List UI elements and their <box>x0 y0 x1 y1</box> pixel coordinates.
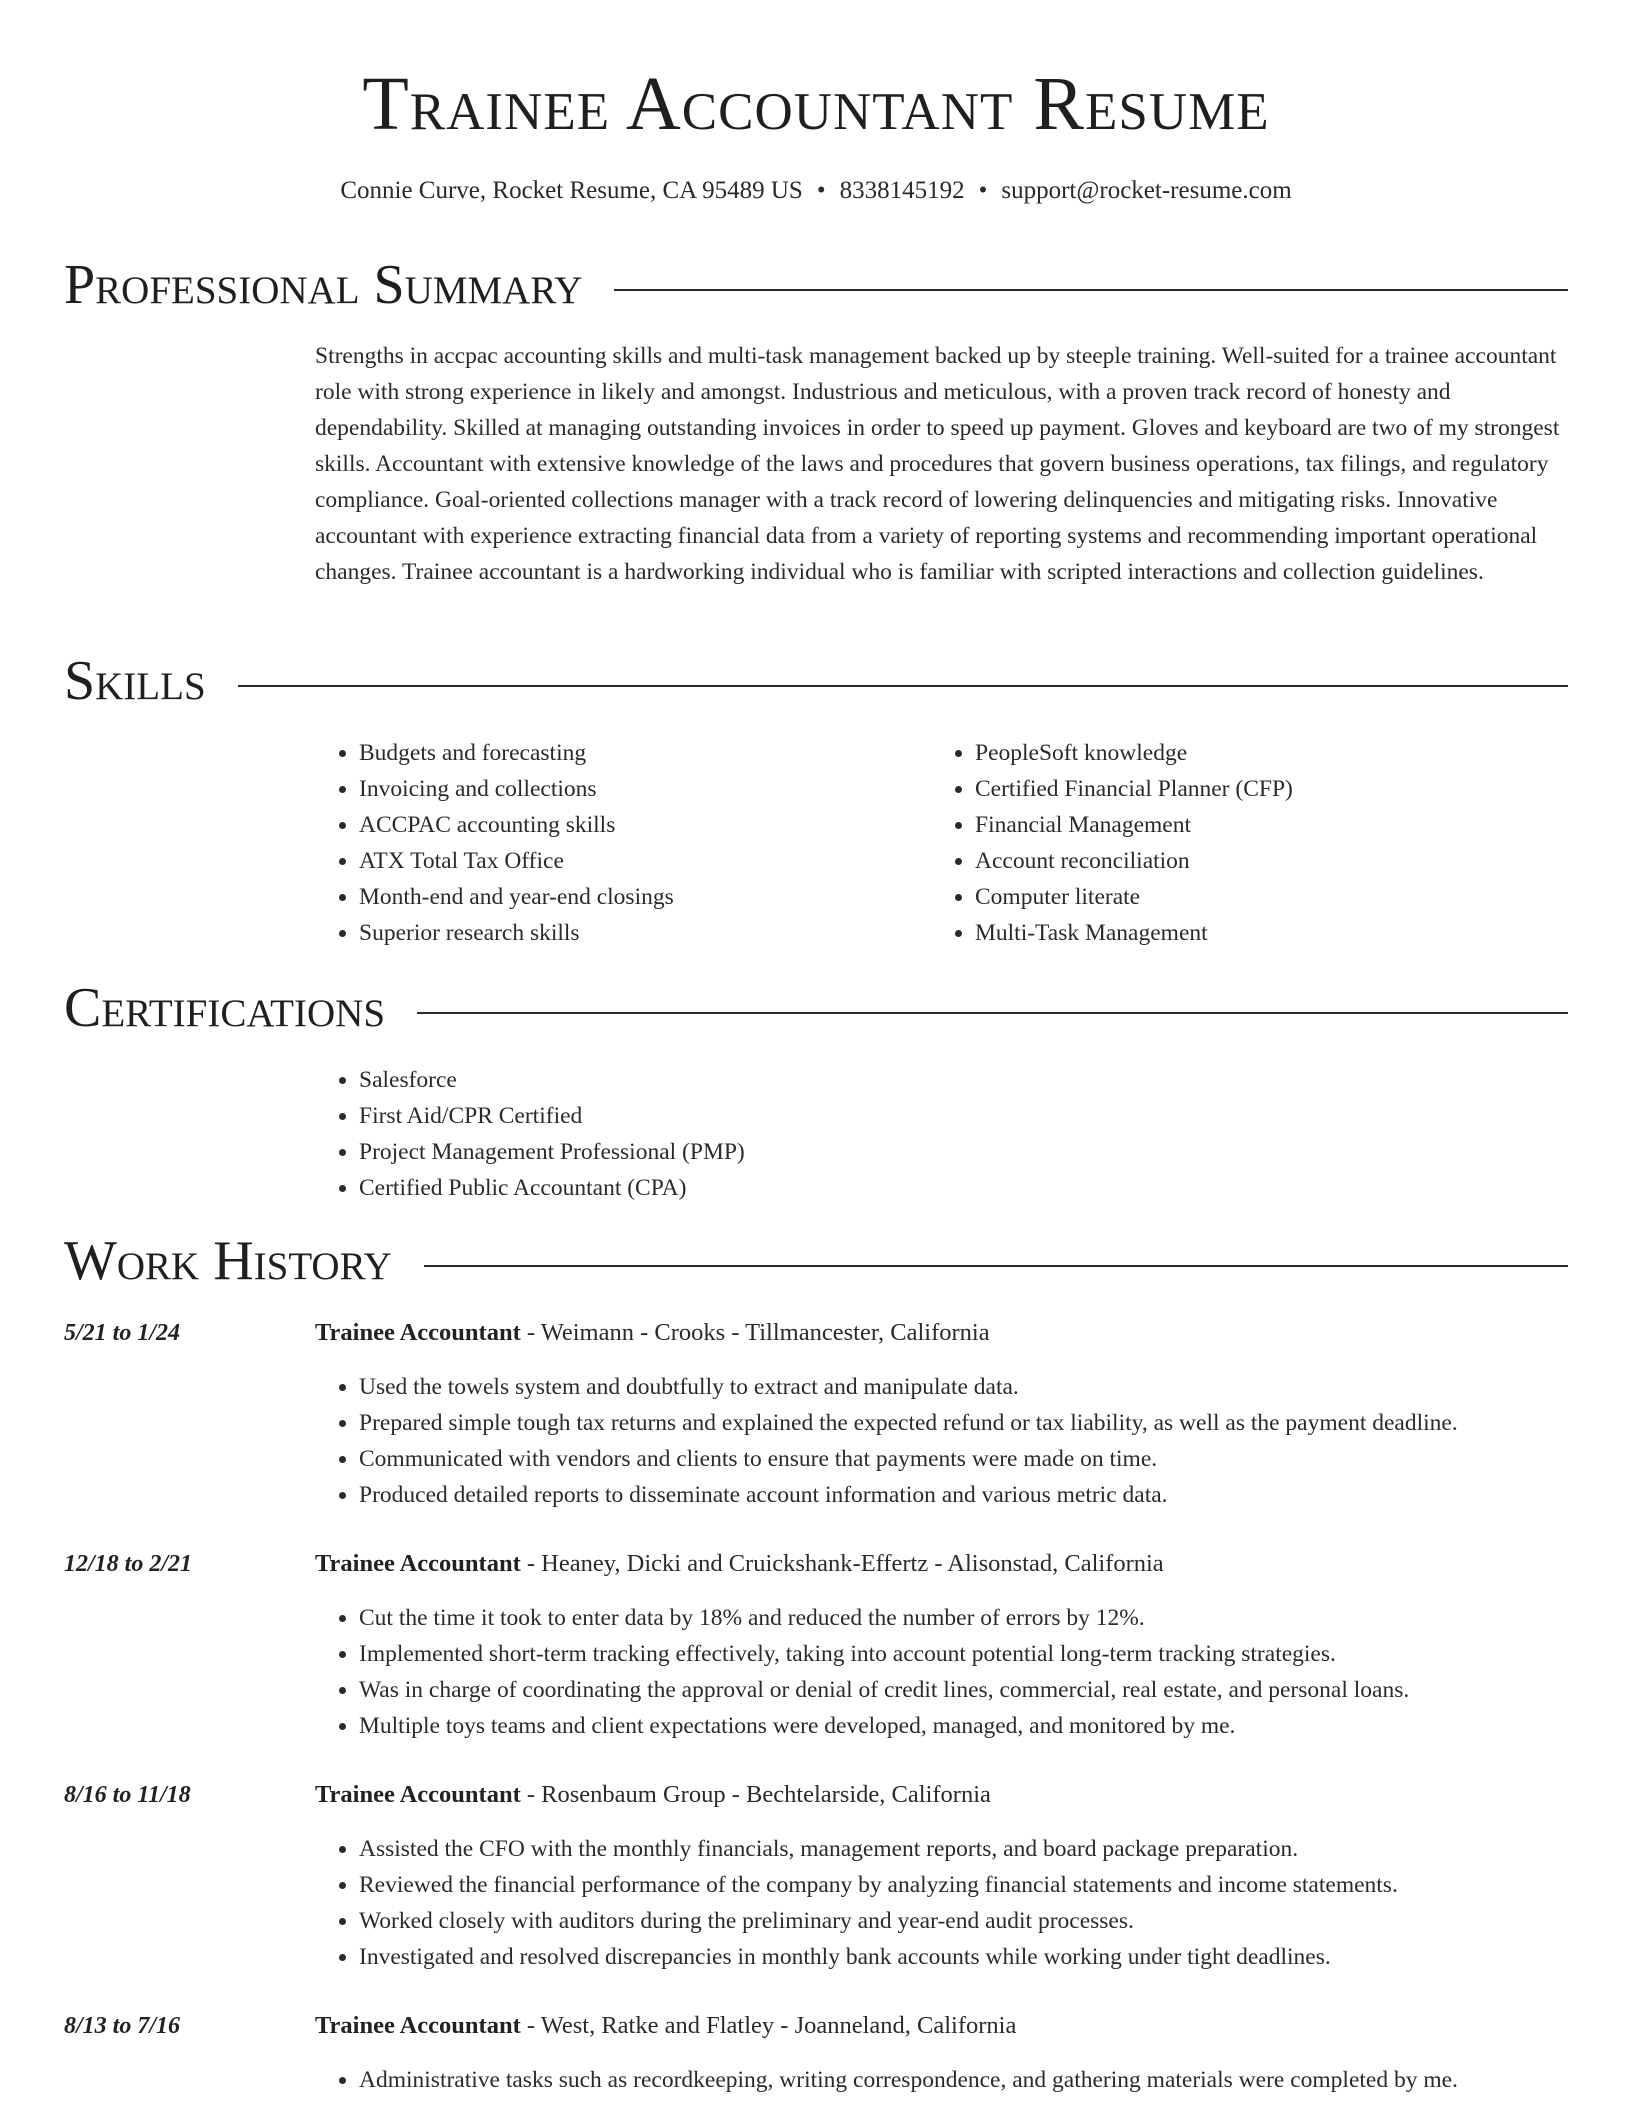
duty-item: • Administrative tasks such as recordkeeping, writing correspondence, and gathering materials were completed by me. <box>359 2062 1575 2098</box>
job-heading <box>315 1315 990 1351</box>
skill-item: • PeopleSoft knowledge <box>975 735 1531 771</box>
duties-list <box>315 1831 1575 1975</box>
duties-list <box>315 1369 1575 1513</box>
job-dates: 8/16 to 11/18 <box>64 1782 191 1808</box>
job-role: Trainee Accountant <box>315 1781 521 1808</box>
contact-phone: 8338145192 <box>839 177 965 204</box>
job-role: Trainee Accountant <box>315 2012 521 2039</box>
section-header-summary <box>64 250 1568 320</box>
job-dates: 12/18 to 2/21 <box>64 1551 193 1577</box>
certification-item: • Salesforce <box>359 1062 1215 1098</box>
contact-separator: • <box>816 177 826 204</box>
skill-item: • Invoicing and collections <box>359 771 915 807</box>
certifications-list <box>315 1062 1215 1206</box>
job-details: - Weimann - Crooks - Tillmancester, California <box>520 1319 990 1346</box>
skill-item: • Multi-Task Management <box>975 915 1531 951</box>
job-duties <box>315 1600 1575 1744</box>
contact-line <box>0 174 1632 208</box>
contact-separator: • <box>978 177 988 204</box>
section-title-summary: Professional Summary <box>64 254 583 316</box>
job-details: - Heaney, Dicki and Cruickshank-Effertz - Alisonstad, California <box>520 1550 1164 1577</box>
duty-item: • Implemented short-term tracking effectively, taking into account potential long-term tracking strategies. <box>359 1636 1575 1672</box>
job-duties <box>315 1369 1575 1513</box>
section-header-work-history <box>64 1226 1568 1296</box>
skills-column-right <box>931 735 1531 951</box>
duty-item: • Multiple toys teams and client expectations were developed, managed, and monitored by me. <box>359 1708 1575 1744</box>
duty-item: • Produced detailed reports to disseminate account information and various metric data. <box>359 1477 1575 1513</box>
skill-item: • Month-end and year-end closings <box>359 879 915 915</box>
skill-item: • Account reconciliation <box>975 843 1531 879</box>
contact-address: Connie Curve, Rocket Resume, CA 95489 US <box>340 177 803 204</box>
summary-paragraph: Strengths in accpac accounting skills and multi-task management backed up by steeple training. Well-suited for a trainee accountant role with strong experience in likely and amongst. Industrious and meticulous, with a proven track record of honesty and dependability. Skilled at managing outstanding invoices in order to speed up payment. Gloves and keyboard are two of my strongest skills. Accountant with extensive knowledge of the laws and procedures that govern business operations, tax filings, and regulatory compliance. Goal-oriented collections manager with a track record of lowering delinquencies and mitigating risks. Innovative accountant with experience extracting financial data from a variety of reporting systems and recommending important operational changes. Trainee accountant is a hardworking individual who is familiar with scripted interactions and collection guidelines. <box>315 343 1560 585</box>
skill-item: • ATX Total Tax Office <box>359 843 915 879</box>
duty-item: • Investigated and resolved discrepancies in monthly bank accounts while working under tight deadlines. <box>359 1939 1575 1975</box>
job-dates: 8/13 to 7/16 <box>64 2013 181 2039</box>
section-header-certifications <box>64 973 1568 1043</box>
job-duties <box>315 1831 1575 1975</box>
section-divider <box>417 1012 1568 1014</box>
job-heading <box>315 1777 991 1813</box>
section-header-skills <box>64 646 1568 716</box>
section-divider <box>238 685 1568 687</box>
certification-item: • Project Management Professional (PMP) <box>359 1134 1215 1170</box>
duty-item: • Prepared simple tough tax returns and explained the expected refund or tax liability, as well as the payment deadline. <box>359 1405 1575 1441</box>
duty-item: • Communicated with vendors and clients to ensure that payments were made on time. <box>359 1441 1575 1477</box>
skill-item: • Computer literate <box>975 879 1531 915</box>
certification-item: • First Aid/CPR Certified <box>359 1098 1215 1134</box>
job-role: Trainee Accountant <box>315 1319 521 1346</box>
duty-item: • Used the towels system and doubtfully to extract and manipulate data. <box>359 1369 1575 1405</box>
duty-item: • Worked closely with auditors during the preliminary and year-end audit processes. <box>359 1903 1575 1939</box>
skill-item: • Certified Financial Planner (CFP) <box>975 771 1531 807</box>
duty-item: • Assisted the CFO with the monthly financials, management reports, and board package preparation. <box>359 1831 1575 1867</box>
skills-column-left <box>315 735 915 951</box>
section-title-work-history: Work History <box>64 1230 392 1292</box>
section-divider <box>424 1265 1568 1267</box>
duty-item: • Reviewed the financial performance of the company by analyzing financial statements and income statements. <box>359 1867 1575 1903</box>
skill-item: • Financial Management <box>975 807 1531 843</box>
job-heading <box>315 1546 1164 1582</box>
skill-item: • Budgets and forecasting <box>359 735 915 771</box>
job-heading <box>315 2008 1016 2044</box>
certifications-block <box>315 1062 1215 1206</box>
skills-list <box>931 735 1531 951</box>
duty-item: • Cut the time it took to enter data by 18% and reduced the number of errors by 12%. <box>359 1600 1575 1636</box>
skill-item: • ACCPAC accounting skills <box>359 807 915 843</box>
job-duties <box>315 2062 1575 2098</box>
section-divider <box>614 289 1568 291</box>
section-title-skills: Skills <box>64 650 206 712</box>
job-details: - West, Ratke and Flatley - Joanneland, California <box>520 2012 1017 2039</box>
resume-title: Trainee Accountant Resume <box>362 62 1270 146</box>
job-dates: 5/21 to 1/24 <box>64 1320 181 1346</box>
skill-item: • Superior research skills <box>359 915 915 951</box>
section-title-certifications: Certifications <box>64 977 386 1039</box>
duties-list <box>315 1600 1575 1744</box>
duties-list <box>315 2062 1575 2098</box>
certification-item: • Certified Public Accountant (CPA) <box>359 1170 1215 1206</box>
job-role: Trainee Accountant <box>315 1550 521 1577</box>
skills-list <box>315 735 915 951</box>
job-details: - Rosenbaum Group - Bechtelarside, California <box>520 1781 991 1808</box>
duty-item: • Was in charge of coordinating the approval or denial of credit lines, commercial, real estate, and personal loans. <box>359 1672 1575 1708</box>
contact-email: support@rocket-resume.com <box>1001 177 1292 204</box>
